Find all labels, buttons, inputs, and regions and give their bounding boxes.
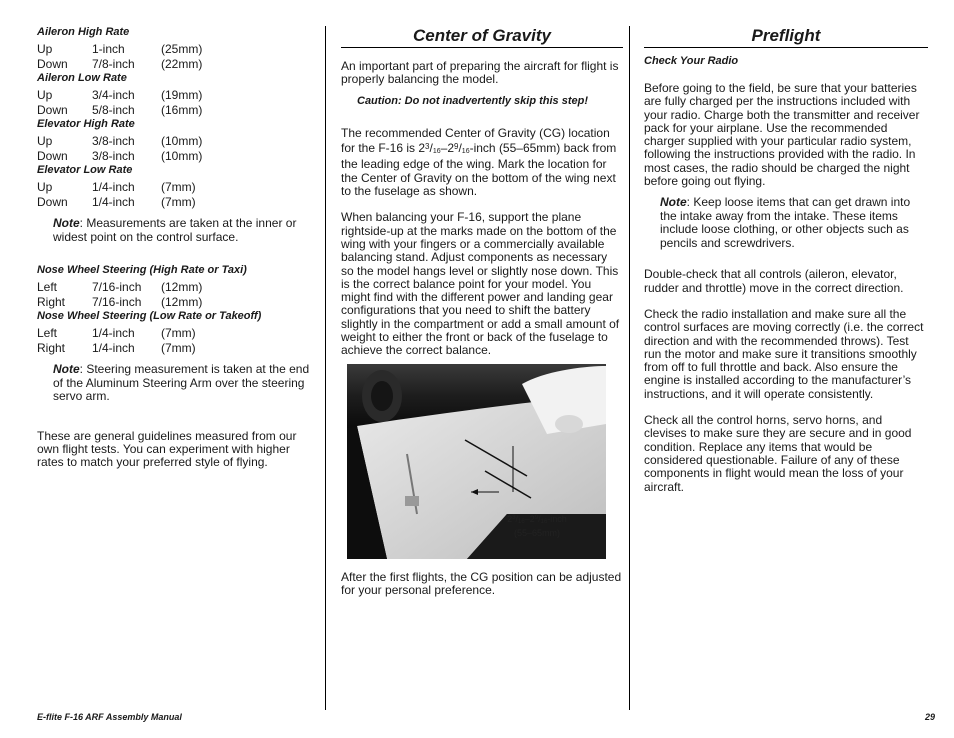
installation-paragraph: Check the radio installation and make sure all the control surfaces are moving correctly (i.e. the correct direction and with the recommended throws). Test run the motor and make sure it transitions smoothly from off to full throttle and back. Also ensure the engine is installed according to the manufacturer’s instructions, and it will operate consistently. xyxy=(644,306,924,401)
throw-table xyxy=(37,180,196,209)
page-number: 29 xyxy=(924,712,935,722)
table-row: Left 1/4-inch (7mm) xyxy=(37,326,196,340)
batteries-paragraph: Before going to the field, be sure that your batteries are fully charged per the instructions included with your radio. Charge both the transmitter and receiver pack for your airplane. Use the recommended charger supplied with your particular radio system, following the instructions provided with the radio. In most cases, the radio should be charged the night before going out flying. xyxy=(644,81,920,189)
column-divider xyxy=(629,26,630,710)
center-of-gravity-column xyxy=(341,26,623,358)
table-row: Down 5/8-inch (16mm) xyxy=(37,102,203,117)
column-divider xyxy=(325,26,326,710)
throw-table xyxy=(37,280,202,309)
table-row: Left 7/16-inch (12mm) xyxy=(37,280,203,294)
table-row: Down 3/8-inch (10mm) xyxy=(37,148,203,163)
subsection-heading: Check Your Radio xyxy=(644,55,739,67)
table-row: Up 1-inch (25mm) xyxy=(37,42,203,56)
section-title: Center of Gravity xyxy=(341,26,623,48)
caution-text: Caution: Do not inadvertently skip this step! xyxy=(357,94,589,107)
closing-paragraph: These are general guidelines measured from our own flight tests. You can experiment with higher rates to match your preferred style of flying. xyxy=(37,428,297,470)
table-row: Down 1/4-inch (7mm) xyxy=(37,194,196,209)
section-title: Preflight xyxy=(644,26,928,48)
throw-table xyxy=(37,326,196,355)
footer-manual-title: E-flite F-16 ARF Assembly Manual xyxy=(37,712,182,722)
table-row: Right 1/4-inch (7mm) xyxy=(37,340,196,355)
section-heading: Elevator High Rate xyxy=(37,118,135,130)
throw-table xyxy=(37,88,202,117)
intake-note: Note: Keep loose items that can get drawn into the intake away from the intake. These items include loose clothing, or other objects such as pencils and screwdrivers. xyxy=(660,195,911,250)
cog-intro: An important part of preparing the aircraft for flight is properly balancing the model. xyxy=(341,59,619,87)
measurement-note: Note: Measurements are taken at the inner or widest point on the control surface. xyxy=(53,216,297,244)
throw-table xyxy=(37,134,202,163)
table-row: Right 7/16-inch (12mm) xyxy=(37,294,203,309)
section-heading: Elevator Low Rate xyxy=(37,164,133,176)
preflight-column xyxy=(644,26,928,494)
control-throws-column xyxy=(37,26,317,469)
cg-photo-label: $2^3/16-2^9/16$-inch (55–65mm) xyxy=(507,514,567,538)
section-heading: Aileron High Rate xyxy=(37,26,130,38)
cg-location-paragraph: The recommended Center of Gravity (CG) location for the F-16 is $2^3/16-2^9/16$-inch (55–65mm) back from the leading edge of the wing. Mark the location for the Center of Gravity on the bottom of the wing next to the fuselage as shown. xyxy=(341,125,617,199)
throw-table xyxy=(37,42,202,71)
controls-paragraph: Double-check that all controls (aileron, elevator, rudder and throttle) move in the correct direction. xyxy=(644,267,904,295)
section-heading: Aileron Low Rate xyxy=(37,72,127,84)
table-row: Up 1/4-inch (7mm) xyxy=(37,180,196,194)
section-heading: Nose Wheel Steering (High Rate or Taxi) xyxy=(37,264,247,276)
balancing-paragraph: When balancing your F-16, support the plane rightside-up at the marks made on the bottom of the wing with your fingers or a commercially available balancing stand. Adjust components as necessary so the model hangs level or slightly nose down. This is the correct balance point for your model. You might find with the different power and landing gear configurations that you need to shift the battery slightly in the compartment or add a small amount of weight to either the front or back of the fuselage to achieve the correct balance. xyxy=(341,210,620,358)
table-row: Down 7/8-inch (22mm) xyxy=(37,56,203,71)
table-row: Up 3/4-inch (19mm) xyxy=(37,88,203,102)
cg-photo xyxy=(347,364,606,559)
table-row: Up 3/8-inch (10mm) xyxy=(37,134,203,148)
steering-note: Note: Steering measurement is taken at the end of the Aluminum Steering Arm over the steering servo arm. xyxy=(53,362,310,403)
after-flights-paragraph: After the first flights, the CG position can be adjusted for your personal preference. xyxy=(341,570,622,598)
section-heading: Nose Wheel Steering (Low Rate or Takeoff) xyxy=(37,310,262,322)
horns-paragraph: Check all the control horns, servo horns, and clevises to make sure they are secure and in good condition. Replace any items that would be considered questionable. Failure of any of these components in flight would mean the loss of your aircraft. xyxy=(644,413,912,494)
